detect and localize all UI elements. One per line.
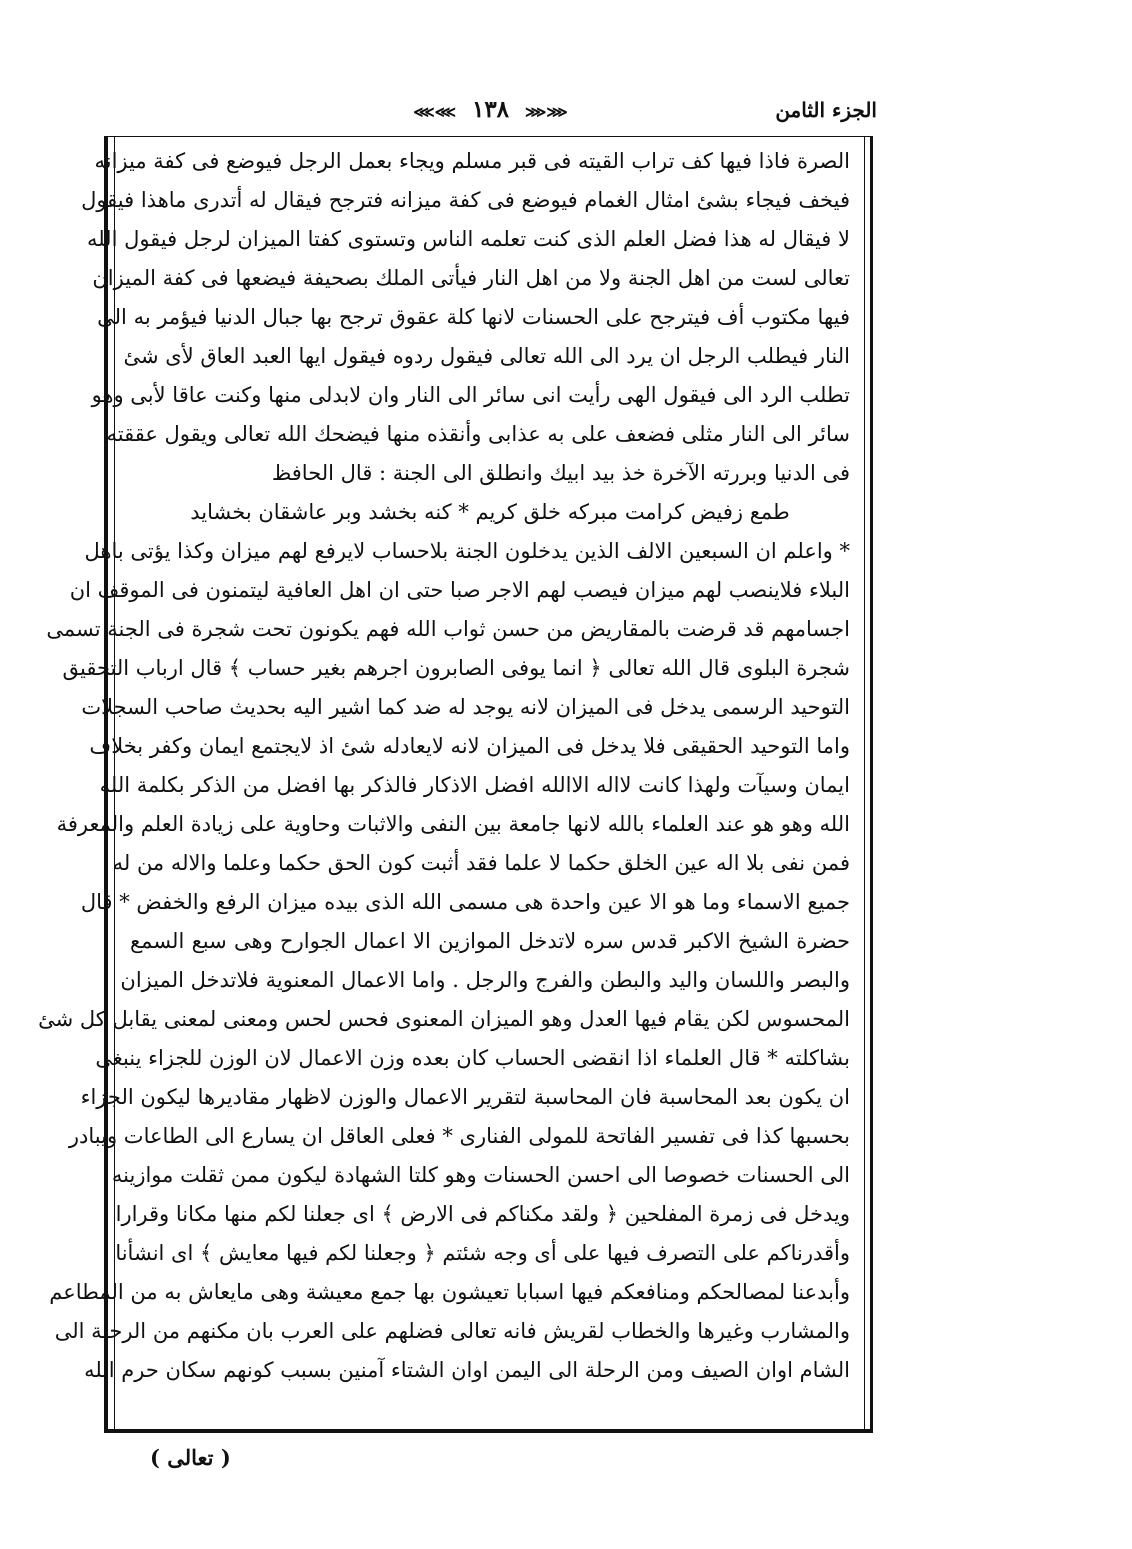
poetry-verse: طمع زفيض كرامت مبركه خلق كريم * كنه بخشد وبر عاشقان بخشايد (190, 500, 790, 524)
text-line: واما التوحيد الحقيقى فلا يدخل فى الميزان لانه لايعادله شئ اذ لايجتمع ايمان وكفر بخلاف (89, 734, 850, 758)
text-line: لا فيقال له هذا فضل العلم الذى كنت تعلمه الناس وتستوى كفتا الميزان لرجل فيقول الله (86, 227, 850, 251)
page-header (104, 96, 877, 130)
text-line: حضرة الشيخ الاكبر قدس سره لاتدخل الموازين الا اعمال الجوارح وهى سبع السمع (130, 929, 850, 953)
frame-inner-rule-right (864, 137, 865, 1429)
text-line: بحسبها كذا فى تفسير الفاتحة للمولى الفنارى * فعلى العاقل ان يسارع الى الطاعات ويبادر (68, 1124, 850, 1148)
body-text (38, 142, 850, 1390)
text-line: اجسامهم قد قرضت بالمقاريض من حسن ثواب الله فهم يكونون تحت شجرة فى الجنة تسمى (46, 617, 850, 641)
text-line: * واعلم ان السبعين الالف الذين يدخلون الجنة بلاحساب لايرفع لهم ميزان وكذا يؤتى باهل (84, 539, 850, 563)
ornament-right: ⋘⋘ (525, 103, 568, 121)
page-number: ١٣٨ (471, 96, 510, 123)
text-line: الله وهو هو عند العلماء بالله لانها جامعة بين النفى والاثبات وحاوية على زيادة العلم والمعرفة (56, 812, 850, 836)
text-line: وأقدرناكم على التصرف فيها على أى وجه شئتم ﴿ وجعلنا لكم فيها معايش ﴾ اى انشأنا (115, 1241, 850, 1265)
text-line: تعالى لست من اهل الجنة ولا من اهل النار فيأتى الملك بصحيفة فيضعها فى كفة الميزان (92, 266, 850, 290)
text-line: والبصر واللسان واليد والبطن والفرج والرجل . واما الاعمال المعنوية فلاتدخل الميزان (120, 968, 850, 992)
text-line: فمن نفى بلا اله عين الخلق حكما لا علما فقد أثبت كون الحق حكما وعلما والاله من له (112, 851, 850, 875)
text-line: المحسوس لكن يقام فيها العدل وهو الميزان المعنوى فحس لحس ومعنى لمعنى يقابل كل شئ (38, 1007, 850, 1031)
page-number-block (405, 96, 575, 123)
catchword: ( تعالى ) (150, 1445, 231, 1470)
text-line: سائر الى النار مثلى فضعف على به عذابى وأنقذه منها فيضحك الله تعالى ويقول عققته (106, 422, 850, 446)
text-line: الصرة فاذا فيها كف تراب القيته فى قبر مسلم ويجاء بعمل الرجل فيوضع فى كفة ميزانه (94, 149, 850, 173)
text-line: النار فيطلب الرجل ان يرد الى الله تعالى فيقول ردوه فيقول ايها العبد العاق لأى شئ (123, 344, 850, 368)
text-line: والمشارب وغيرها والخطاب لقريش فانه تعالى فضلهم على العرب بان مكنهم من الرحلة الى (54, 1319, 850, 1343)
text-line: الى الحسنات خصوصا الى احسن الحسنات وهو كلتا الشهادة ليكون ممن ثقلت موازينه (111, 1163, 850, 1187)
volume-title: الجزء الثامن (775, 98, 877, 122)
text-line: ويدخل فى زمرة المفلحين ﴿ ولقد مكناكم فى الارض ﴾ اى جعلنا لكم منها مكانا وقرارا (115, 1202, 850, 1226)
text-line: فيها مكتوب أف فيترجح على الحسنات لانها كلة عقوق ترجح بها جبال الدنيا فيؤمر به الى (97, 305, 850, 329)
text-line: ان يكون بعد المحاسبة فان المحاسبة لتقرير الاعمال والوزن لاظهار مقاديرها ليكون الجزاء (80, 1085, 850, 1109)
text-line: بشاكلته * قال العلماء اذا انقضى الحساب كان بعده وزن الاعمال لان الوزن للجزاء ينبغى (95, 1046, 850, 1070)
text-line: فى الدنيا وبررته الآخرة خذ بيد ابيك وانطلق الى الجنة : قال الحافظ (271, 461, 850, 485)
text-line: شجرة البلوى قال الله تعالى ﴿ انما يوفى الصابرون اجرهم بغير حساب ﴾ قال ارباب التحقيق (62, 656, 850, 680)
text-line: فيخف فيجاء بشئ امثال الغمام فيوضع فى كفة ميزانه فترجح فيقال له أتدرى ماهذا فيقول (81, 188, 850, 212)
text-line: جميع الاسماء وما هو الا عين واحدة هى مسمى الله الذى بيده ميزان الرفع والخفض * قال (80, 890, 850, 914)
text-line: ايمان وسيآت ولهذا كانت لااله الاالله افضل الاذكار فالذكر بها افضل من الذكر بكلمة الله (99, 773, 850, 797)
text-line: التوحيد الرسمى يدخل فى الميزان لانه يوجد له ضد كما اشير اليه بحديث صاحب السجلات (81, 695, 850, 719)
text-line: وأبدعنا لمصالحكم ومنافعكم فيها اسبابا تعيشون بها جمع معيشة وهى مايعاش به من المطاعم (49, 1280, 850, 1304)
text-line: تطلب الرد الى فيقول الهى رأيت انى سائر الى النار وان لابدلى منها وكنت عاقا لأبى وهو (91, 383, 850, 407)
text-line: الشام اوان الصيف ومن الرحلة الى اليمن اوان الشتاء آمنين بسبب كونهم سكان حرم الله (84, 1358, 850, 1382)
text-line: البلاء فلاينصب لهم ميزان فيصب لهم الاجر صبا حتى ان اهل العافية ليتمنون فى الموقف ان (69, 578, 850, 602)
ornament-left: ⋙⋙ (413, 103, 456, 121)
